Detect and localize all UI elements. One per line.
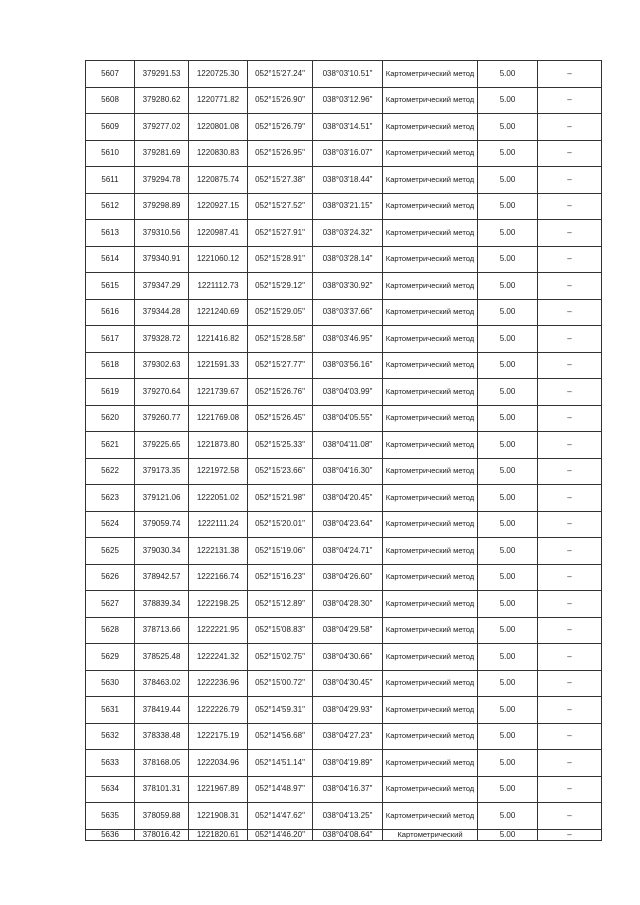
x-coordinate-cell: 379277.02 [135,114,189,141]
accuracy-cell: 5.00 [478,405,538,432]
y-coordinate-cell: 1220801.08 [189,114,248,141]
method-cell: Картометрический метод [383,273,478,300]
table-row [86,379,602,406]
point-number-cell: 5623 [86,485,135,512]
point-number-cell: 5609 [86,114,135,141]
dash-cell: – [538,114,602,141]
longitude-cell: 038°04'11.08" [313,432,383,459]
method-cell: Картометрический метод [383,114,478,141]
accuracy-cell: 5.00 [478,803,538,830]
longitude-cell: 038°04'26.60" [313,564,383,591]
method-cell: Картометрический метод [383,485,478,512]
method-cell: Картометрический метод [383,591,478,618]
longitude-cell: 038°03'10.51" [313,61,383,88]
x-coordinate-cell: 379260.77 [135,405,189,432]
x-coordinate-cell: 379280.62 [135,87,189,114]
table-body [86,61,602,841]
latitude-cell: 052°15'26.79" [248,114,313,141]
x-coordinate-cell: 379302.63 [135,352,189,379]
table-row [86,617,602,644]
point-number-cell: 5636 [86,829,135,840]
dash-cell: – [538,723,602,750]
latitude-cell: 052°15'29.12" [248,273,313,300]
x-coordinate-cell: 379298.89 [135,193,189,220]
dash-cell: – [538,273,602,300]
point-number-cell: 5610 [86,140,135,167]
x-coordinate-cell: 378059.88 [135,803,189,830]
method-cell: Картометрический метод [383,140,478,167]
accuracy-cell: 5.00 [478,723,538,750]
point-number-cell: 5624 [86,511,135,538]
method-cell: Картометрический метод [383,750,478,777]
point-number-cell: 5630 [86,670,135,697]
dash-cell: – [538,511,602,538]
latitude-cell: 052°14'59.31" [248,697,313,724]
latitude-cell: 052°15'27.24" [248,61,313,88]
y-coordinate-cell: 1222111.24 [189,511,248,538]
table-row [86,697,602,724]
longitude-cell: 038°03'28.14" [313,246,383,273]
latitude-cell: 052°15'28.91" [248,246,313,273]
point-number-cell: 5613 [86,220,135,247]
longitude-cell: 038°04'24.71" [313,538,383,565]
accuracy-cell: 5.00 [478,750,538,777]
latitude-cell: 052°14'51.14" [248,750,313,777]
longitude-cell: 038°04'05.55" [313,405,383,432]
point-number-cell: 5618 [86,352,135,379]
table-row [86,723,602,750]
dash-cell: – [538,432,602,459]
y-coordinate-cell: 1221591.33 [189,352,248,379]
point-number-cell: 5621 [86,432,135,459]
method-cell: Картометрический метод [383,61,478,88]
method-cell: Картометрический метод [383,432,478,459]
y-coordinate-cell: 1221820.61 [189,829,248,840]
dash-cell: – [538,485,602,512]
y-coordinate-cell: 1221769.08 [189,405,248,432]
longitude-cell: 038°04'13.25" [313,803,383,830]
method-cell: Картометрический метод [383,617,478,644]
accuracy-cell: 5.00 [478,538,538,565]
latitude-cell: 052°15'27.91" [248,220,313,247]
table-row [86,644,602,671]
accuracy-cell: 5.00 [478,458,538,485]
x-coordinate-cell: 379059.74 [135,511,189,538]
dash-cell: – [538,379,602,406]
longitude-cell: 038°04'08.64" [313,829,383,840]
method-cell: Картометрический метод [383,379,478,406]
y-coordinate-cell: 1222034.96 [189,750,248,777]
x-coordinate-cell: 378168.05 [135,750,189,777]
method-cell: Картометрический метод [383,564,478,591]
table-row [86,405,602,432]
latitude-cell: 052°14'48.97" [248,776,313,803]
accuracy-cell: 5.00 [478,670,538,697]
point-number-cell: 5619 [86,379,135,406]
longitude-cell: 038°04'03.99" [313,379,383,406]
method-cell: Картометрический [383,829,478,840]
point-number-cell: 5635 [86,803,135,830]
method-cell: Картометрический метод [383,352,478,379]
table-row [86,564,602,591]
dash-cell: – [538,299,602,326]
point-number-cell: 5626 [86,564,135,591]
latitude-cell: 052°15'23.66" [248,458,313,485]
accuracy-cell: 5.00 [478,193,538,220]
longitude-cell: 038°03'21.15" [313,193,383,220]
method-cell: Картометрический метод [383,803,478,830]
x-coordinate-cell: 379173.35 [135,458,189,485]
latitude-cell: 052°15'27.52" [248,193,313,220]
accuracy-cell: 5.00 [478,511,538,538]
point-number-cell: 5633 [86,750,135,777]
method-cell: Картометрический метод [383,167,478,194]
longitude-cell: 038°03'56.16" [313,352,383,379]
accuracy-cell: 5.00 [478,617,538,644]
x-coordinate-cell: 378713.66 [135,617,189,644]
point-number-cell: 5611 [86,167,135,194]
coordinates-table [85,60,602,841]
y-coordinate-cell: 1220875.74 [189,167,248,194]
latitude-cell: 052°15'08.83" [248,617,313,644]
longitude-cell: 038°03'14.51" [313,114,383,141]
accuracy-cell: 5.00 [478,87,538,114]
y-coordinate-cell: 1222236.96 [189,670,248,697]
table-row [86,776,602,803]
accuracy-cell: 5.00 [478,352,538,379]
dash-cell: – [538,352,602,379]
x-coordinate-cell: 379328.72 [135,326,189,353]
table-row [86,299,602,326]
point-number-cell: 5625 [86,538,135,565]
accuracy-cell: 5.00 [478,644,538,671]
latitude-cell: 052°15'21.98" [248,485,313,512]
table-row [86,114,602,141]
table-row [86,511,602,538]
point-number-cell: 5616 [86,299,135,326]
table-row [86,193,602,220]
latitude-cell: 052°15'27.77" [248,352,313,379]
table-row [86,61,602,88]
y-coordinate-cell: 1220771.82 [189,87,248,114]
longitude-cell: 038°03'24.32" [313,220,383,247]
y-coordinate-cell: 1222131.38 [189,538,248,565]
table-row [86,273,602,300]
dash-cell: – [538,61,602,88]
x-coordinate-cell: 379270.64 [135,379,189,406]
dash-cell: – [538,538,602,565]
accuracy-cell: 5.00 [478,61,538,88]
y-coordinate-cell: 1220725.30 [189,61,248,88]
point-number-cell: 5608 [86,87,135,114]
x-coordinate-cell: 379310.56 [135,220,189,247]
point-number-cell: 5617 [86,326,135,353]
dash-cell: – [538,220,602,247]
method-cell: Картометрический метод [383,220,478,247]
method-cell: Картометрический метод [383,697,478,724]
point-number-cell: 5622 [86,458,135,485]
longitude-cell: 038°04'23.64" [313,511,383,538]
dash-cell: – [538,193,602,220]
method-cell: Картометрический метод [383,405,478,432]
y-coordinate-cell: 1221416.82 [189,326,248,353]
method-cell: Картометрический метод [383,511,478,538]
table-row [86,591,602,618]
x-coordinate-cell: 378338.48 [135,723,189,750]
latitude-cell: 052°14'46.20" [248,829,313,840]
longitude-cell: 038°04'30.45" [313,670,383,697]
table-row [86,485,602,512]
latitude-cell: 052°14'56.68" [248,723,313,750]
latitude-cell: 052°15'00.72" [248,670,313,697]
accuracy-cell: 5.00 [478,591,538,618]
table-row [86,167,602,194]
table-row [86,352,602,379]
y-coordinate-cell: 1220987.41 [189,220,248,247]
y-coordinate-cell: 1221873.80 [189,432,248,459]
longitude-cell: 038°04'19.89" [313,750,383,777]
longitude-cell: 038°04'29.58" [313,617,383,644]
table-row [86,326,602,353]
x-coordinate-cell: 379030.34 [135,538,189,565]
latitude-cell: 052°15'27.38" [248,167,313,194]
point-number-cell: 5628 [86,617,135,644]
method-cell: Картометрический метод [383,193,478,220]
table-row [86,803,602,830]
accuracy-cell: 5.00 [478,379,538,406]
point-number-cell: 5607 [86,61,135,88]
dash-cell: – [538,644,602,671]
latitude-cell: 052°15'20.01" [248,511,313,538]
point-number-cell: 5615 [86,273,135,300]
dash-cell: – [538,670,602,697]
accuracy-cell: 5.00 [478,273,538,300]
accuracy-cell: 5.00 [478,485,538,512]
y-coordinate-cell: 1221972.58 [189,458,248,485]
x-coordinate-cell: 379340.91 [135,246,189,273]
x-coordinate-cell: 378942.57 [135,564,189,591]
dash-cell: – [538,167,602,194]
point-number-cell: 5612 [86,193,135,220]
accuracy-cell: 5.00 [478,246,538,273]
method-cell: Картометрический метод [383,670,478,697]
y-coordinate-cell: 1221240.69 [189,299,248,326]
x-coordinate-cell: 379344.28 [135,299,189,326]
longitude-cell: 038°04'28.30" [313,591,383,618]
x-coordinate-cell: 379225.65 [135,432,189,459]
point-number-cell: 5620 [86,405,135,432]
y-coordinate-cell: 1221967.89 [189,776,248,803]
accuracy-cell: 5.00 [478,697,538,724]
dash-cell: – [538,697,602,724]
accuracy-cell: 5.00 [478,776,538,803]
accuracy-cell: 5.00 [478,299,538,326]
dash-cell: – [538,326,602,353]
table-row [86,829,602,840]
table-row [86,670,602,697]
dash-cell: – [538,405,602,432]
method-cell: Картометрический метод [383,458,478,485]
method-cell: Картометрический метод [383,644,478,671]
table-row [86,458,602,485]
dash-cell: – [538,829,602,840]
latitude-cell: 052°15'25.33" [248,432,313,459]
point-number-cell: 5632 [86,723,135,750]
dash-cell: – [538,140,602,167]
y-coordinate-cell: 1220927.15 [189,193,248,220]
dash-cell: – [538,246,602,273]
latitude-cell: 052°15'02.75" [248,644,313,671]
point-number-cell: 5629 [86,644,135,671]
method-cell: Картометрический метод [383,87,478,114]
accuracy-cell: 5.00 [478,220,538,247]
longitude-cell: 038°04'20.45" [313,485,383,512]
y-coordinate-cell: 1221908.31 [189,803,248,830]
accuracy-cell: 5.00 [478,829,538,840]
x-coordinate-cell: 378101.31 [135,776,189,803]
method-cell: Картометрический метод [383,326,478,353]
longitude-cell: 038°04'16.37" [313,776,383,803]
x-coordinate-cell: 379291.53 [135,61,189,88]
accuracy-cell: 5.00 [478,167,538,194]
y-coordinate-cell: 1221112.73 [189,273,248,300]
point-number-cell: 5614 [86,246,135,273]
x-coordinate-cell: 378419.44 [135,697,189,724]
latitude-cell: 052°15'26.95" [248,140,313,167]
table-row [86,220,602,247]
latitude-cell: 052°15'29.05" [248,299,313,326]
y-coordinate-cell: 1221739.67 [189,379,248,406]
y-coordinate-cell: 1222241.32 [189,644,248,671]
accuracy-cell: 5.00 [478,114,538,141]
table-row [86,538,602,565]
y-coordinate-cell: 1222226.79 [189,697,248,724]
accuracy-cell: 5.00 [478,140,538,167]
x-coordinate-cell: 378016.42 [135,829,189,840]
latitude-cell: 052°15'26.45" [248,405,313,432]
longitude-cell: 038°03'12.96" [313,87,383,114]
latitude-cell: 052°15'16.23" [248,564,313,591]
x-coordinate-cell: 378463.02 [135,670,189,697]
y-coordinate-cell: 1222175.19 [189,723,248,750]
y-coordinate-cell: 1222221.95 [189,617,248,644]
x-coordinate-cell: 378839.34 [135,591,189,618]
x-coordinate-cell: 379121.06 [135,485,189,512]
x-coordinate-cell: 379294.78 [135,167,189,194]
table-row [86,140,602,167]
method-cell: Картометрический метод [383,299,478,326]
table-row [86,87,602,114]
dash-cell: – [538,750,602,777]
accuracy-cell: 5.00 [478,326,538,353]
method-cell: Картометрический метод [383,723,478,750]
method-cell: Картометрический метод [383,776,478,803]
dash-cell: – [538,87,602,114]
accuracy-cell: 5.00 [478,564,538,591]
dash-cell: – [538,591,602,618]
latitude-cell: 052°15'19.06" [248,538,313,565]
y-coordinate-cell: 1222198.25 [189,591,248,618]
point-number-cell: 5631 [86,697,135,724]
longitude-cell: 038°04'30.66" [313,644,383,671]
dash-cell: – [538,458,602,485]
longitude-cell: 038°03'37.66" [313,299,383,326]
x-coordinate-cell: 379281.69 [135,140,189,167]
latitude-cell: 052°15'26.90" [248,87,313,114]
table-row [86,246,602,273]
longitude-cell: 038°03'16.07" [313,140,383,167]
method-cell: Картометрический метод [383,246,478,273]
table-row [86,750,602,777]
method-cell: Картометрический метод [383,538,478,565]
table-row [86,432,602,459]
longitude-cell: 038°03'46.95" [313,326,383,353]
x-coordinate-cell: 378525.48 [135,644,189,671]
longitude-cell: 038°04'16.30" [313,458,383,485]
y-coordinate-cell: 1222051.02 [189,485,248,512]
latitude-cell: 052°15'26.76" [248,379,313,406]
dash-cell: – [538,803,602,830]
dash-cell: – [538,564,602,591]
latitude-cell: 052°15'28.58" [248,326,313,353]
y-coordinate-cell: 1221060.12 [189,246,248,273]
latitude-cell: 052°15'12.89" [248,591,313,618]
latitude-cell: 052°14'47.62" [248,803,313,830]
longitude-cell: 038°03'30.92" [313,273,383,300]
dash-cell: – [538,776,602,803]
y-coordinate-cell: 1220830.83 [189,140,248,167]
dash-cell: – [538,617,602,644]
accuracy-cell: 5.00 [478,432,538,459]
point-number-cell: 5634 [86,776,135,803]
longitude-cell: 038°03'18.44" [313,167,383,194]
y-coordinate-cell: 1222166.74 [189,564,248,591]
point-number-cell: 5627 [86,591,135,618]
longitude-cell: 038°04'29.93" [313,697,383,724]
x-coordinate-cell: 379347.29 [135,273,189,300]
longitude-cell: 038°04'27.23" [313,723,383,750]
